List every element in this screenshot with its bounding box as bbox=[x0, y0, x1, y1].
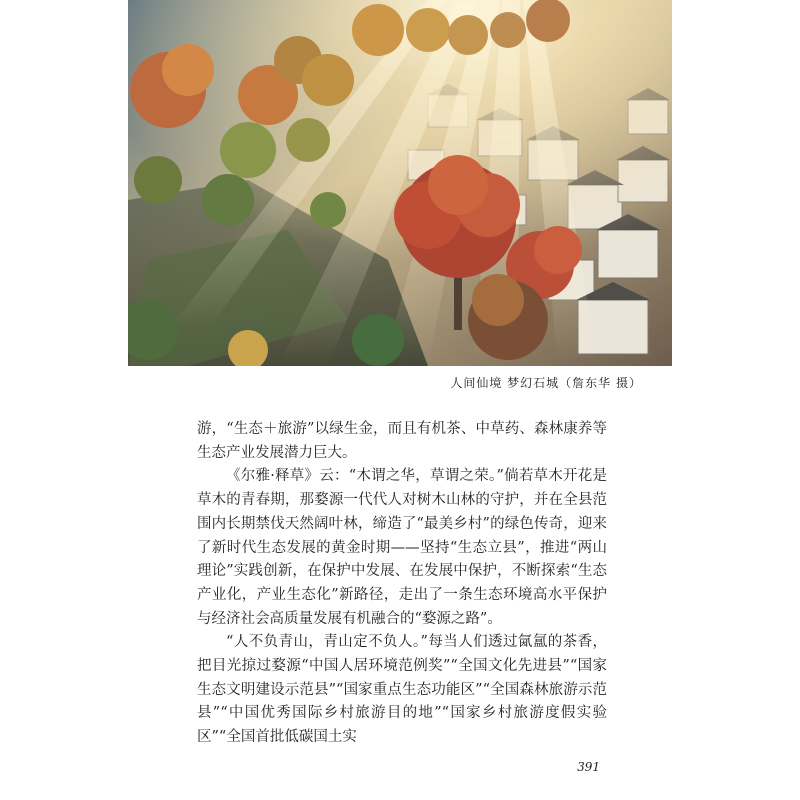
body-text bbox=[197, 418, 607, 750]
paragraph-1: 游，“生态＋旅游”以绿生金，而且有机茶、中草药、森林康养等生态产业发展潜力巨大。 bbox=[197, 421, 607, 461]
landscape-photo-drawing bbox=[128, 0, 672, 366]
page-number: 391 bbox=[577, 760, 600, 774]
photo-caption: 人间仙境 梦幻石城（詹东华 摄） bbox=[450, 376, 642, 390]
paragraph-3: “人不负青山，青山定不负人。”每当人们透过氤氲的茶香，把目光掠过婺源“中国人居环境范例奖”“全国文化先进县”“国家生态文明建设示范县”“国家重点生态功能区”“全国森林旅游示范县”“中国优秀国际乡村旅游目的地”“国家乡村旅游度假实验区”“全国首批低碳国土实 bbox=[197, 634, 607, 746]
landscape-photo bbox=[128, 0, 672, 366]
paragraph-2: 《尔雅·释草》云：“木谓之华，草谓之荣。”倘若草木开花是草木的青春期，那婺源一代代人对树木山林的守护，并在全县范围内长期禁伐天然阔叶林，缔造了“最美乡村”的绿色传奇，迎来了新时代生态发展的黄金时期——坚持“生态立县”，推进“两山理论”实践创新，在保护中发展、在发展中保护，不断探索“生态产业化，产业生态化”新路径，走出了一条生态环境高水平保护与经济社会高质量发展有机融合的“婺源之路”。 bbox=[197, 468, 607, 627]
